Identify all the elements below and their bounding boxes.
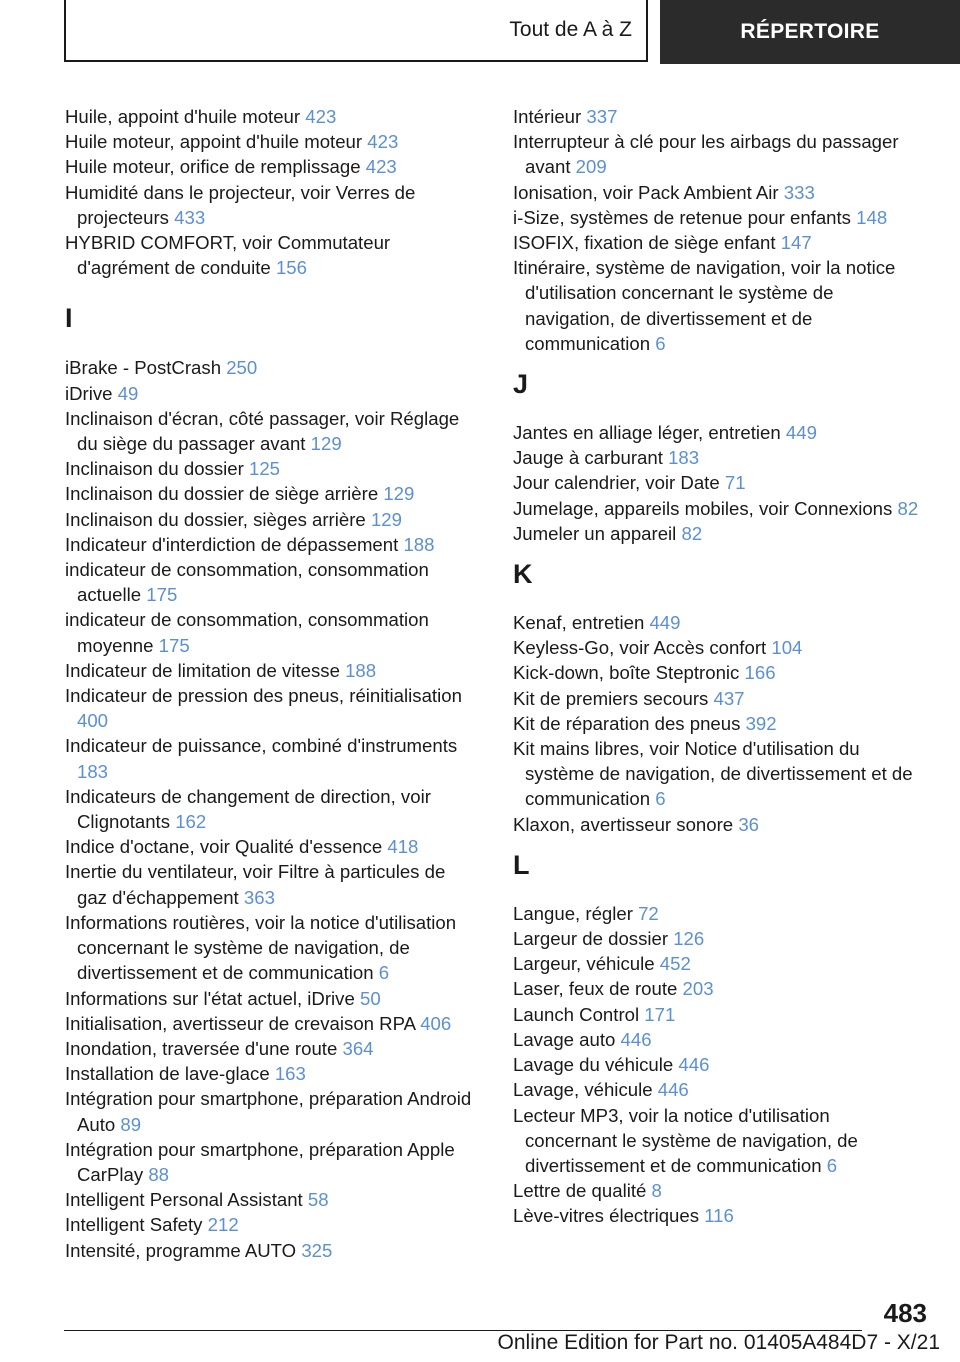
page-reference-link[interactable]: 126 — [673, 928, 705, 950]
footer-edition: Online Edition for Part no. 01405A484D7 - X/21 — [497, 1331, 940, 1354]
index-entry-text: Informations routières, voir la notice d'utilisation concernant le système de navigation, de divertissement et de communication — [65, 911, 457, 984]
index-entry-text: Launch Control — [513, 1003, 640, 1025]
index-entry — [65, 481, 477, 506]
page-reference-link[interactable]: 8 — [651, 1180, 662, 1202]
index-entry — [513, 1077, 923, 1102]
index-entry-text: Kit de réparation des pneus — [513, 712, 741, 734]
page-reference-link[interactable]: 446 — [657, 1079, 689, 1101]
index-entry — [65, 230, 477, 280]
index-entry-text: Indicateurs de changement de direction, voir Clignotants — [65, 785, 431, 833]
index-entry-text: Initialisation, avertisseur de crevaison RPA — [65, 1012, 416, 1034]
index-entry — [513, 736, 923, 812]
page-reference-link[interactable]: 129 — [383, 483, 415, 505]
index-entry-text: Lavage, véhicule — [513, 1079, 653, 1101]
index-entry-text: Largeur, véhicule — [513, 953, 655, 975]
tab-index[interactable] — [660, 0, 960, 64]
index-entry-text: Indicateur de limitation de vitesse — [65, 659, 340, 681]
index-entry — [513, 104, 923, 129]
index-entry-text: Largeur de dossier — [513, 928, 669, 950]
page-reference-link[interactable]: 148 — [856, 206, 888, 228]
page-reference-link[interactable]: 129 — [310, 433, 342, 455]
page-reference-link[interactable]: 116 — [704, 1205, 734, 1227]
page-reference-link[interactable]: 104 — [771, 637, 803, 659]
index-entry-text: Inclinaison du dossier de siège arrière — [65, 483, 379, 505]
page-reference-link[interactable]: 212 — [207, 1214, 239, 1236]
page-reference-link[interactable]: 88 — [148, 1163, 169, 1185]
index-entry — [65, 683, 477, 733]
index-entry-text: Inclinaison d'écran, côté passager, voir Réglage du siège du passager avant — [65, 407, 460, 455]
index-entry — [513, 610, 923, 635]
index-entry — [65, 859, 477, 909]
index-entry — [65, 658, 477, 683]
index-entry — [513, 926, 923, 951]
page-reference-link[interactable]: 6 — [826, 1154, 838, 1176]
index-entry-text: Kit de premiers secours — [513, 687, 709, 709]
index-entry-text: Indicateur de pression des pneus, réinitialisation — [65, 685, 462, 707]
page-reference-link[interactable]: 58 — [307, 1189, 329, 1211]
index-entry-text: Kenaf, entretien — [513, 612, 645, 634]
index-entry-text: Intérieur — [513, 106, 582, 127]
index-letter-heading: K — [513, 559, 533, 590]
index-entry-text: Lavage auto — [513, 1028, 616, 1050]
index-entry — [513, 496, 923, 521]
index-entry-text: Lecteur MP3, voir la notice d'utilisation concernant le système de navigation, de divertissement et de communication — [513, 1104, 858, 1176]
page-reference-link[interactable]: 175 — [158, 634, 190, 656]
page-reference-link[interactable]: 400 — [77, 710, 109, 732]
index-entry — [65, 784, 477, 834]
index-entry-text: Kick-down, boîte Steptronic — [513, 662, 740, 684]
page-reference-link[interactable]: 175 — [146, 584, 178, 606]
index-entry — [513, 812, 923, 837]
page-reference-link[interactable]: 418 — [387, 836, 419, 858]
index-entry — [65, 1212, 477, 1237]
index-entry — [65, 381, 477, 406]
index-entry-text: Intégration pour smartphone, préparation Android Auto — [65, 1088, 472, 1135]
header-tabs — [64, 0, 960, 64]
page-reference-link[interactable]: 337 — [586, 106, 618, 127]
index-entry-text: Itinéraire, système de navigation, voir la notice d'utilisation concernant le système de navigation, de divertissement et de communication — [513, 257, 896, 354]
page-reference-link[interactable]: 183 — [77, 760, 109, 782]
index-entry-text: indicateur de consommation, consommation actuelle — [65, 559, 429, 606]
index-entry — [513, 1052, 923, 1077]
page-reference-link[interactable]: 6 — [655, 332, 666, 354]
page-reference-link[interactable]: 423 — [305, 106, 337, 127]
page-reference-link[interactable]: 188 — [403, 533, 435, 555]
index-entry — [65, 1238, 477, 1263]
index-entry-text: Installation de lave-glace — [65, 1063, 270, 1085]
index-entry — [513, 951, 923, 976]
index-entry-text: Huile moteur, orifice de remplissage — [65, 156, 361, 178]
page-reference-link[interactable]: 171 — [644, 1003, 676, 1025]
index-entry — [513, 230, 923, 255]
index-entry — [513, 901, 923, 926]
index-entry-text: Humidité dans le projecteur, voir Verres de projecteurs — [65, 181, 416, 228]
tab-index-label: RÉPERTOIRE — [740, 20, 880, 43]
page-reference-link[interactable]: 449 — [785, 422, 817, 444]
page-reference-link[interactable]: 437 — [713, 687, 745, 709]
index-letter-heading: I — [65, 303, 73, 334]
index-letter-heading: J — [513, 369, 529, 400]
index-column-right — [513, 104, 923, 1229]
index-entry-text: indicateur de consommation, consommation moyenne — [65, 609, 429, 656]
index-entry — [65, 1011, 477, 1036]
page-reference-link[interactable]: 82 — [681, 522, 703, 544]
index-entry — [65, 557, 477, 607]
index-entry — [65, 834, 477, 859]
index-entry-text: Jantes en alliage léger, entretien — [513, 422, 781, 444]
page-reference-link[interactable]: 446 — [620, 1028, 652, 1050]
index-entry-text: HYBRID COMFORT, voir Commutateur d'agrément de conduite — [65, 232, 391, 279]
page-reference-link[interactable]: 36 — [738, 813, 759, 835]
page-reference-link[interactable]: 333 — [783, 181, 815, 203]
page-reference-link[interactable]: 406 — [420, 1012, 452, 1034]
page-reference-link[interactable]: 363 — [243, 886, 275, 908]
index-entry-text: Langue, régler — [513, 902, 633, 924]
index-entry-text: Jauge à carburant — [513, 447, 663, 469]
page-reference-link[interactable]: 446 — [678, 1054, 710, 1076]
index-entry — [513, 1178, 923, 1203]
index-entry — [513, 635, 923, 660]
index-entry — [65, 1187, 477, 1212]
index-entry — [513, 205, 923, 230]
index-entry-text: Indicateur de puissance, combiné d'instruments — [65, 735, 458, 757]
page-reference-link[interactable]: 250 — [226, 357, 258, 379]
index-entry — [65, 986, 477, 1011]
index-entry — [65, 1137, 477, 1187]
index-entry — [513, 1027, 923, 1052]
index-entry-text: Laser, feux de route — [513, 978, 678, 1000]
page-reference-link[interactable]: 209 — [575, 156, 607, 178]
index-entry — [65, 607, 477, 657]
index-entry — [65, 507, 477, 532]
index-entry — [65, 129, 477, 154]
index-entry — [65, 355, 477, 380]
tab-section-label: Tout de A à Z — [509, 18, 632, 41]
index-entry-text: Jour calendrier, voir Date — [513, 472, 720, 494]
index-entry-text: Inclinaison du dossier, sièges arrière — [65, 508, 366, 530]
page-reference-link[interactable]: 392 — [745, 712, 777, 734]
page-reference-link[interactable]: 183 — [668, 447, 700, 469]
index-entry — [513, 521, 923, 546]
index-entry-text: Inertie du ventilateur, voir Filtre à particules de gaz d'échappement — [65, 861, 446, 908]
page-reference-link[interactable]: 49 — [117, 382, 139, 404]
index-entry — [513, 686, 923, 711]
page-reference-link[interactable]: 129 — [370, 508, 402, 530]
page-reference-link[interactable]: 50 — [359, 987, 381, 1009]
index-entry — [65, 1061, 477, 1086]
index-entry-text: Intégration pour smartphone, préparation Apple CarPlay — [65, 1138, 455, 1185]
index-entry-text: Huile, appoint d'huile moteur — [65, 106, 301, 127]
index-entry — [513, 1203, 923, 1228]
index-entry — [65, 104, 477, 129]
page-reference-link[interactable]: 163 — [274, 1063, 306, 1085]
index-entry-text: Inclinaison du dossier — [65, 458, 244, 480]
index-entry — [513, 1103, 923, 1179]
index-entry — [513, 445, 923, 470]
page-reference-link[interactable]: 433 — [174, 206, 206, 228]
index-entry-text: Indicateur d'interdiction de dépassement — [65, 533, 399, 555]
index-entry — [65, 532, 477, 557]
index-entry — [513, 660, 923, 685]
index-entry — [65, 1036, 477, 1061]
index-entry — [513, 711, 923, 736]
page-reference-link[interactable]: 71 — [724, 472, 746, 494]
page-reference-link[interactable]: 89 — [120, 1113, 142, 1135]
page-reference-link[interactable]: 325 — [301, 1239, 333, 1261]
index-entry — [65, 1086, 477, 1136]
index-entry-text: i-Size, systèmes de retenue pour enfants — [513, 206, 851, 228]
index-entry — [513, 129, 923, 179]
index-entry — [513, 180, 923, 205]
index-entry — [513, 255, 923, 356]
index-entry — [65, 733, 477, 783]
index-entry-text: Informations sur l'état actuel, iDrive — [65, 987, 355, 1009]
page-reference-link[interactable]: 364 — [342, 1037, 374, 1059]
index-entry-text: Huile moteur, appoint d'huile moteur — [65, 131, 363, 153]
page-reference-link[interactable]: 423 — [365, 156, 397, 178]
index-entry — [65, 456, 477, 481]
index-entry-text: Klaxon, avertisseur sonore — [513, 813, 734, 835]
page-reference-link[interactable]: 72 — [638, 902, 659, 924]
index-entry-text: Jumelage, appareils mobiles, voir Connexions — [513, 497, 893, 519]
index-entry-text: Jumeler un appareil — [513, 522, 677, 544]
page-reference-link[interactable]: 423 — [367, 131, 399, 153]
index-entry-text: Inondation, traversée d'une route — [65, 1037, 338, 1059]
page-reference-link[interactable]: 452 — [659, 953, 691, 975]
index-entry-text: Lève-vitres électriques — [513, 1205, 700, 1227]
page-reference-link[interactable]: 162 — [175, 811, 207, 833]
index-entry — [65, 910, 477, 986]
index-letter-heading: L — [513, 849, 530, 880]
index-column-left — [65, 104, 477, 1263]
index-entry — [65, 154, 477, 179]
index-entry-text: Intelligent Safety — [65, 1214, 203, 1236]
index-entry-text: iBrake - PostCrash — [65, 357, 222, 379]
page-reference-link[interactable]: 6 — [378, 962, 390, 984]
page-reference-link[interactable]: 6 — [655, 788, 666, 810]
index-entry-text: Lavage du véhicule — [513, 1054, 674, 1076]
index-entry-text: iDrive — [65, 382, 113, 404]
tab-section-a-z[interactable] — [64, 0, 648, 62]
page-reference-link[interactable]: 188 — [345, 659, 377, 681]
index-entry-text: Keyless-Go, voir Accès confort — [513, 637, 767, 659]
index-entry-text: Intelligent Personal Assistant — [65, 1189, 303, 1211]
index-entry-text: ISOFIX, fixation de siège enfant — [513, 232, 776, 254]
page-reference-link[interactable]: 449 — [649, 612, 681, 634]
index-entry-text: Interrupteur à clé pour les airbags du passager avant — [513, 131, 899, 178]
index-entry — [65, 180, 477, 230]
index-entry — [513, 1002, 923, 1027]
page-number: 483 — [883, 1298, 927, 1328]
index-entry-text: Indice d'octane, voir Qualité d'essence — [65, 836, 383, 858]
index-entry-text: Intensité, programme AUTO — [65, 1239, 297, 1261]
index-entry-text: Ionisation, voir Pack Ambient Air — [513, 181, 779, 203]
page-reference-link[interactable]: 82 — [897, 497, 919, 519]
index-entry — [513, 470, 923, 495]
page-reference-link[interactable]: 156 — [275, 257, 307, 279]
index-entry-text: Kit mains libres, voir Notice d'utilisation du système de navigation, de divertissement et de communication — [513, 738, 913, 810]
index-entry — [513, 976, 923, 1001]
page-reference-link[interactable]: 147 — [780, 232, 812, 254]
page-reference-link[interactable]: 125 — [248, 458, 281, 480]
index-entry — [513, 420, 923, 445]
index-entry — [65, 406, 477, 456]
page-reference-link[interactable]: 166 — [744, 662, 776, 684]
index-entry-text: Lettre de qualité — [513, 1180, 647, 1202]
page-reference-link[interactable]: 203 — [682, 978, 714, 1000]
